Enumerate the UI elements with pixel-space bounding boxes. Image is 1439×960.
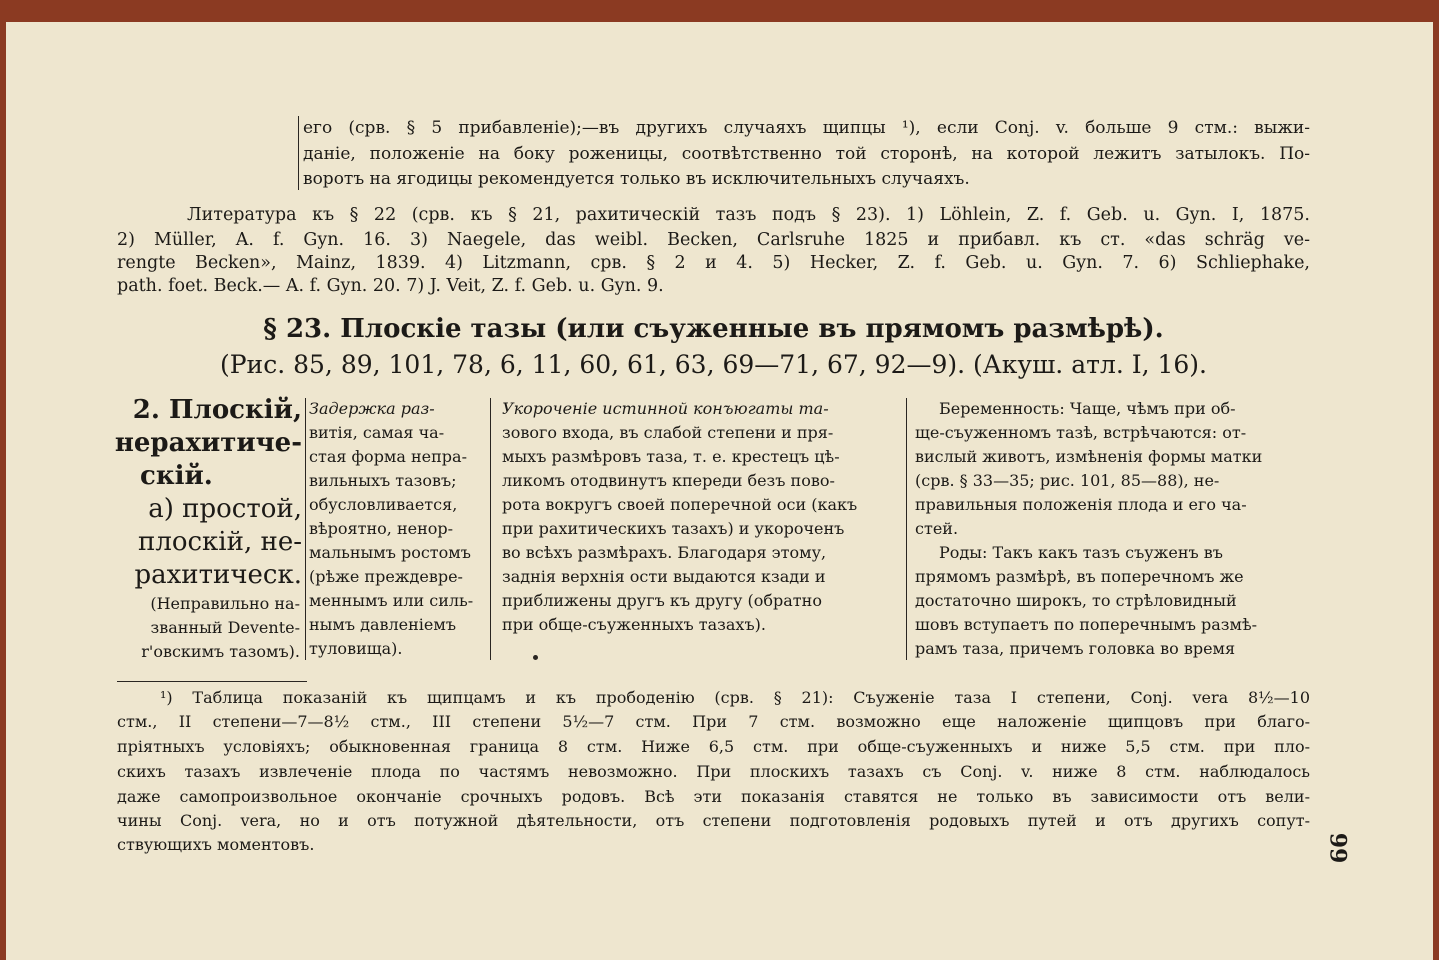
col2-line: туловища). [309,639,403,658]
text-line: его (срв. § 5 прибавленіе);—въ другихъ случаяхъ щипцы ¹), если Conj. v. больше 9 стм.: выжи- [303,118,1310,138]
col2-line: меннымъ или силь- [309,591,474,610]
text-line: даніе, положеніе на боку роженицы, соотвѣтственно той сторонѣ, на которой лежитъ затылокъ. По- [303,144,1310,164]
col1-line: скій. [140,461,213,491]
col3-line: при обще-съуженныхъ тазахъ). [502,615,766,634]
col1-note-line: r'овскимъ тазомъ). [141,642,300,661]
col3-line: зового входа, въ слабой степени и пря- [502,423,834,442]
col4-line: правильныя положенія плода и его ча- [915,495,1247,514]
col1-line: плоскій, не- [138,527,302,557]
col3-line: ликомъ отодвинутъ кпереди безъ пово- [502,471,835,490]
column-rule [906,398,907,660]
column-1-note [120,592,300,664]
footnote-line: пріятныхъ условіяхъ; обыкновенная граница 8 стм. Ниже 6,5 стм. при обще-съуженныхъ и ниже 5,5 стм. при пло- [117,737,1310,756]
text-line: воротъ на ягодицы рекомендуется только въ исключительныхъ случаяхъ. [303,169,970,189]
literature-line: path. foet. Beck.— A. f. Gyn. 20. 7) J. Veit, Z. f. Geb. u. Gyn. 9. [117,276,664,296]
col2-line: Задержка раз- [309,399,435,418]
col2-line: (рѣже преждевре- [309,567,463,586]
column-rule [305,398,306,660]
col3-line: во всѣхъ размѣрахъ. Благодаря этому, [502,543,827,562]
page-edge-right [1433,0,1439,960]
col1-line: нерахитиче- [114,428,302,458]
col2-line: стая форма непра- [309,447,467,466]
col1-line: 2. Плоскій, [132,395,302,425]
col2-line: нымъ давленіемъ [309,615,457,634]
column-3 [502,397,897,637]
col2-line: вѣроятно, ненор- [309,519,454,538]
col4-line: стей. [915,519,959,538]
col1-note-line: (Неправильно на- [150,594,300,613]
col3-line: заднія верхнія ости выдаются кзади и [502,567,826,586]
col4-line: Роды: Такъ какъ тазъ съуженъ въ [939,543,1223,562]
section-title: § 23. Плоскіе тазы (или съуженные въ прямомъ размѣрѣ). [263,314,1164,344]
footnote-rule [117,681,307,682]
col3-line: мыхъ размѣровъ таза, т. е. крестецъ цѣ- [502,447,840,466]
ink-dot [533,655,538,660]
col1-line: a) простой, [148,494,302,524]
col4-line: рамъ таза, причемъ головка во время [915,639,1236,658]
col2-line: обусловливается, [309,495,458,514]
col4-line: шовъ вступаетъ по поперечнымъ размѣ- [915,615,1258,634]
page-number: 99 [1324,832,1351,864]
col1-note-line: званный Devente- [150,618,300,637]
footnote-line: чины Conj. vera, но и отъ потужной дѣятельности, отъ степени подготовленія родовыхъ путей и отъ другихъ сопут- [117,811,1310,830]
page-edge-left [0,0,6,960]
col4-line: прямомъ размѣрѣ, въ поперечномъ же [915,567,1244,586]
col4-line: достаточно широкъ, то стрѣловидный [915,591,1237,610]
column-2 [309,397,487,661]
footnote-line: ствующихъ моментовъ. [117,835,315,854]
column-rule [298,116,299,190]
col3-line: рота вокругъ своей поперечной оси (какъ [502,495,858,514]
col4-line: Беременность: Чаще, чѣмъ при об- [939,399,1236,418]
column-1 [112,394,302,592]
footnote-line: скихъ тазахъ извлеченіе плода по частямъ невозможно. При плоскихъ тазахъ съ Conj. v. ниже 8 стм. наблюдалось [117,762,1310,781]
col4-line: вислый животъ, измѣненія формы матки [915,447,1263,466]
footnote-line: даже самопроизвольное окончаніе срочныхъ родовъ. Всѣ эти показанія ставятся не только въ зависимости отъ вели- [117,787,1310,806]
literature-line: Литература къ § 22 (срв. къ § 21, рахитическій тазъ подъ § 23). 1) Löhlein, Z. f. Geb. u. Gyn. I, 1875. [187,205,1310,225]
col2-line: витія, самая ча- [309,423,445,442]
col1-line: рахитическ. [134,560,302,590]
col4-line: (срв. § 33—35; рис. 101, 85—88), не- [915,471,1220,490]
section-figure-refs: (Рис. 85, 89, 101, 78, 6, 11, 60, 61, 63, 69—71, 67, 92—9). (Акуш. атл. I, 16). [219,350,1207,379]
column-4 [915,397,1315,661]
footnote-line: стм., II степени—7—8½ стм., III степени 5½—7 стм. При 7 стм. возможно еще наложеніе щипцовъ при благо- [117,712,1310,731]
footnote-line: ¹) Таблица показаній къ щипцамъ и къ прободенію (срв. § 21): Съуженіе таза I степени, Conj. vera 8½—10 [160,688,1310,707]
column-rule [490,398,491,660]
literature-line: rengte Becken», Mainz, 1839. 4) Litzmann, срв. § 2 и 4. 5) Hecker, Z. f. Geb. u. Gyn. 7. 6) Schliephake, [117,253,1310,273]
col2-line: мальнымъ ростомъ [309,543,471,562]
col3-line: Укороченіе истинной конъюгаты та- [502,399,829,418]
col3-line: приближены другъ къ другу (обратно [502,591,822,610]
col2-line: вильныхъ тазовъ; [309,471,457,490]
col3-line: при рахитическихъ тазахъ) и укороченъ [502,519,845,538]
literature-line: 2) Müller, A. f. Gyn. 16. 3) Naegele, das weibl. Becken, Carlsruhe 1825 и прибавл. къ ст. «das schräg ve- [117,230,1310,250]
col4-line: ще-съуженномъ тазѣ, встрѣчаются: от- [915,423,1247,442]
page-edge-top [0,0,1439,22]
